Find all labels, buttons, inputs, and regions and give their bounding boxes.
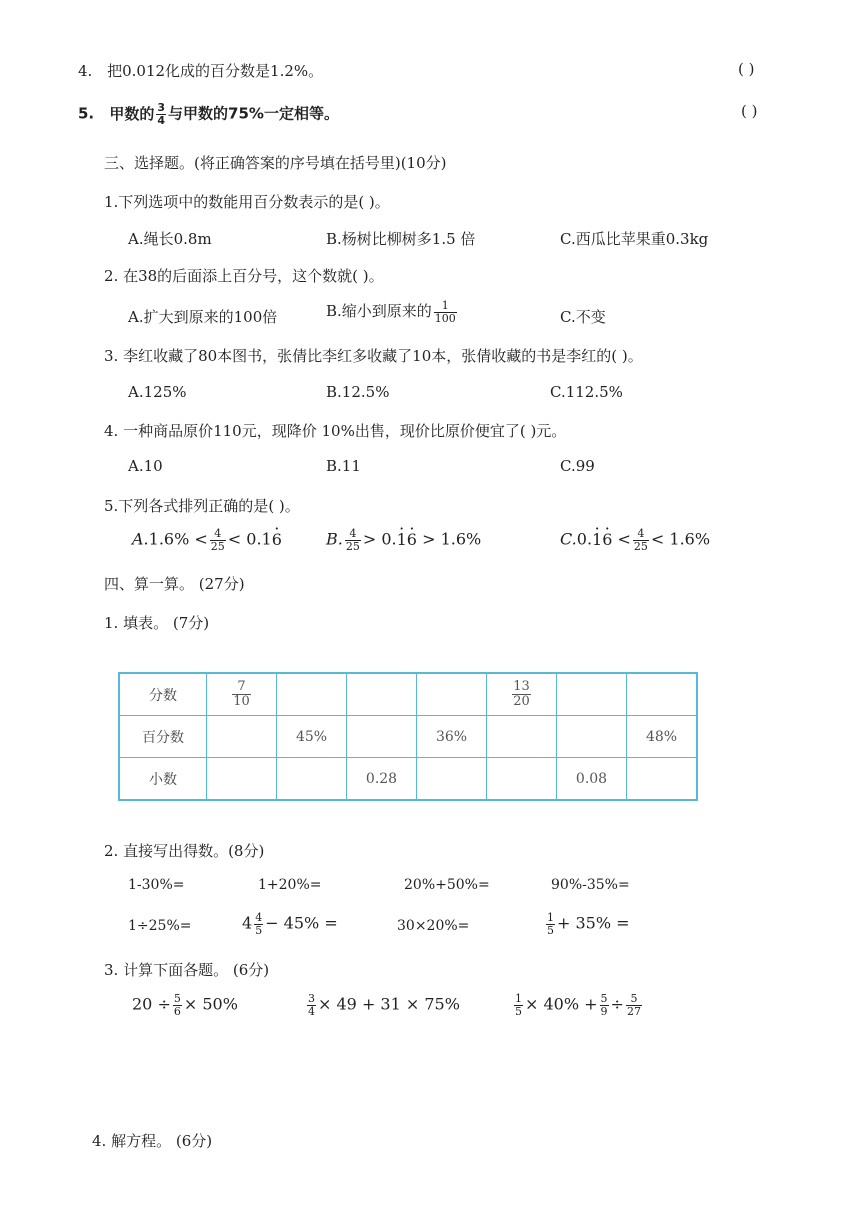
table-cell[interactable] — [277, 673, 347, 716]
s3-q5-option-a[interactable]: A.1.6% < $\frac{4}{25}$ < 0.1· 6 — [132, 528, 282, 552]
s4-q2-expr-2: 1+20%= — [258, 877, 322, 893]
s3-q1-option-a[interactable]: A.绳长0.8m — [128, 230, 212, 248]
s4-q3-calc-3: $\frac{1}{5}$ × 40% + $\frac{5}{9}$ ÷ $\frac{5}{27}$ — [515, 992, 641, 1018]
table-cell[interactable] — [417, 673, 487, 716]
judge-q4-text: 把0.012化成的百分数是1.2%。 — [107, 62, 324, 80]
table-cell[interactable] — [207, 716, 277, 758]
table-fraction: $\frac{7}{10}$ — [233, 679, 250, 709]
table-cell[interactable] — [627, 758, 698, 801]
table-cell[interactable] — [417, 758, 487, 801]
s4-q1-text: 1. 填表。 (7分) — [104, 614, 210, 632]
judge-q5-num: 5. — [78, 104, 95, 123]
s3-q4-option-c[interactable]: C.99 — [560, 457, 595, 475]
table-cell[interactable]: 48% — [627, 716, 698, 758]
table-cell[interactable] — [277, 758, 347, 801]
s3-q5-a-fraction: $\frac{4}{25}$ — [210, 527, 225, 553]
s3-q5-text: 5.下列各式排列正确的是( )。 — [104, 497, 300, 515]
s4-q2-expr-7: 30×20%= — [397, 918, 470, 934]
s3-q2-fraction: $\frac{1}{100}$ — [434, 299, 456, 325]
table-row — [119, 716, 697, 758]
s4-q3-calc-1: 20 ÷ $\frac{5}{6}$ × 50% — [132, 992, 238, 1018]
s3-q1-option-c[interactable]: C.西瓜比苹果重0.3kg — [560, 230, 709, 248]
judge-q5-pre: 甲数的 — [109, 104, 155, 123]
section4-title: 四、算一算。 (27分) — [104, 575, 245, 593]
s3-q5-option-c[interactable]: C.0.· 1· 6 < $\frac{4}{25}$ < 1.6% — [560, 528, 710, 552]
s3-q4-text: 4. 一种商品原价110元，现降价 10%出售，现价比原价便宜了( )元。 — [104, 422, 567, 440]
s3-q4-option-a[interactable]: A.10 — [128, 457, 163, 475]
s3-q3-option-c[interactable]: C.112.5% — [550, 383, 623, 401]
s4-q3-text: 3. 计算下面各题。 (6分) — [104, 961, 270, 979]
table-cell[interactable] — [207, 758, 277, 801]
table-cell[interactable] — [487, 716, 557, 758]
judge-q4-num: 4. — [78, 62, 93, 80]
judge-q5-fraction: $\frac{3}{4}$ — [157, 101, 166, 127]
conversion-table — [118, 672, 698, 801]
s4-q2-expr-6: 4 $\frac{4}{5}$ − 45% = — [242, 911, 338, 937]
table-fraction: $\frac{13}{20}$ — [513, 679, 530, 709]
s4-q2-expr-5: 1÷25%= — [128, 918, 192, 934]
table-row — [119, 673, 697, 716]
s4-q3-calc-2: $\frac{3}{4}$ × 49 + 31 × 75% — [308, 992, 460, 1018]
judge-q5-post: 与甲数的75%一定相等。 — [168, 104, 339, 123]
s4-q2-expr-4: 90%-35%= — [551, 877, 630, 893]
s3-q1-option-b[interactable]: B.杨树比柳树多1.5 倍 — [326, 230, 476, 248]
table-row-label: 百分数 — [119, 716, 207, 758]
s3-q3-option-b[interactable]: B.12.5% — [326, 383, 390, 401]
s4-q2-expr-3: 20%+50%= — [404, 877, 490, 893]
table-cell[interactable] — [347, 716, 417, 758]
s3-q2-option-b[interactable]: B.缩小到原来的 $\frac{1}{100}$ — [326, 299, 456, 325]
s3-q2-option-a[interactable]: A.扩大到原来的100倍 — [128, 308, 278, 326]
s3-q1-text: 1.下列选项中的数能用百分数表示的是( )。 — [104, 193, 390, 211]
s4-q2-expr-8: $\frac{1}{5}$ + 35% = — [547, 911, 630, 937]
judge-q4 — [78, 60, 323, 81]
s3-q5-option-b[interactable]: B. $\frac{4}{25}$ > 0.· 1· 6 > 1.6% — [326, 528, 481, 552]
judge-q5 — [78, 102, 339, 126]
s3-q5-c-fraction: $\frac{4}{25}$ — [633, 527, 648, 553]
table-cell[interactable] — [557, 673, 627, 716]
s4-q4-text: 4. 解方程。 (6分) — [92, 1132, 213, 1150]
s4-q2-expr-1: 1-30%= — [128, 877, 185, 893]
s4-q2-text: 2. 直接写出得数。(8分) — [104, 842, 265, 860]
table-cell[interactable] — [207, 673, 277, 716]
table-cell[interactable] — [487, 673, 557, 716]
s3-q5-b-fraction: $\frac{4}{25}$ — [345, 527, 360, 553]
table-cell[interactable] — [347, 673, 417, 716]
table-cell[interactable]: 0.28 — [347, 758, 417, 801]
s3-q2-option-c[interactable]: C.不变 — [560, 308, 606, 326]
section3-title: 三、选择题。(将正确答案的序号填在括号里)(10分) — [104, 154, 447, 172]
judge-q5-blank[interactable]: ( ) — [741, 102, 758, 120]
table-cell[interactable] — [627, 673, 698, 716]
table-cell[interactable] — [487, 758, 557, 801]
judge-q4-blank[interactable]: ( ) — [738, 60, 755, 78]
table-cell[interactable]: 36% — [417, 716, 487, 758]
s3-q4-option-b[interactable]: B.11 — [326, 457, 361, 475]
table-row-label: 分数 — [119, 673, 207, 716]
table-row — [119, 758, 697, 801]
table-row-label: 小数 — [119, 758, 207, 801]
s3-q3-option-a[interactable]: A.125% — [128, 383, 187, 401]
table-cell[interactable]: 45% — [277, 716, 347, 758]
s3-q2-text: 2. 在38的后面添上百分号，这个数就( )。 — [104, 267, 384, 285]
table-cell[interactable] — [557, 716, 627, 758]
s3-q3-text: 3. 李红收藏了80本图书，张倩比李红多收藏了10本，张倩收藏的书是李红的( )。 — [104, 347, 643, 365]
table-cell[interactable]: 0.08 — [557, 758, 627, 801]
